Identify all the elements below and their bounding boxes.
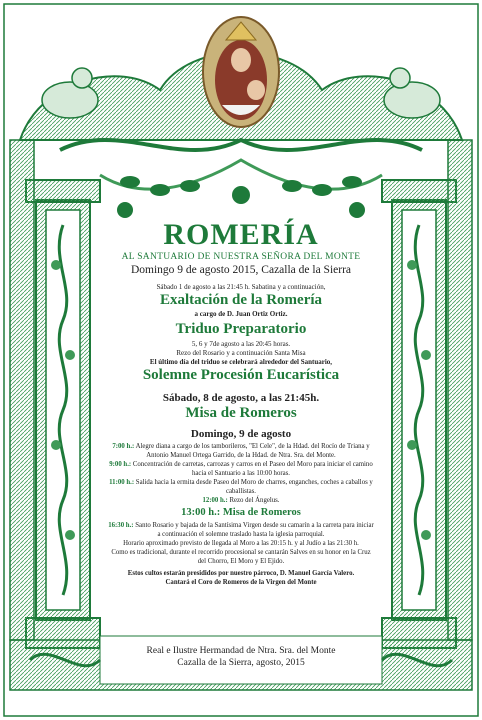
schedule-time: 7:00 h.: [112, 443, 135, 450]
schedule-item [108, 442, 374, 460]
exaltacion-heading: Exaltación de la Romería [159, 292, 323, 308]
domingo-heading: Domingo, 9 de agosto [190, 428, 292, 440]
domingo-schedule [108, 442, 374, 587]
misa-romeros-heading: 13:00 h.: Misa de Romeros [181, 507, 301, 518]
schedule-item [108, 521, 374, 539]
exaltacion-intro: Sábado 1 de agosto a las 21:45 h. Sabatina y a continuación, [156, 283, 326, 291]
schedule-time: 11:00 h.: [109, 479, 135, 486]
virgin-image [203, 17, 279, 127]
sabado-heading: Misa de Romeros [185, 405, 297, 421]
exaltacion-by: a cargo de D. Juan Ortiz Ortiz. [194, 310, 288, 318]
schedule-time: 9:00 h.: [109, 461, 132, 468]
date-line: Domingo 9 de agosto 2015, Cazalla de la Sierra [130, 264, 352, 276]
schedule-time: 16:30 h.: [108, 522, 134, 529]
horario-line: Horario aproximado previsto de llegada al Moro a las 20:15 h. y al Judío a las 21:30 h. [123, 540, 359, 547]
schedule-item [108, 460, 374, 478]
presididos-line: Estos cultos estarán presididos por nuestro párroco, D. Manuel García Valero. [127, 570, 355, 577]
footer-hermandad: Real e Ilustre Hermandad de Ntra. Sra. del Monte [146, 646, 336, 656]
schedule-text: Rezo del Ángelus. [229, 497, 280, 504]
sabado-line: Sábado, 8 de agosto, a las 21:45h. [162, 392, 320, 404]
schedule-item [108, 496, 374, 505]
schedule-text: Santo Rosario y bajada de la Santísima Virgen desde su camarín a la carreta para iniciar a continuación el solemne traslado hasta la iglesia parroquial. [135, 522, 374, 538]
schedule-time: 12:00 h.: [202, 497, 228, 504]
schedule-text: Concentración de carretas, carrozas y carros en el Paseo del Moro para iniciar el camino hacia el Santuario a las 10:00 horas. [132, 461, 373, 477]
page-title: ROMERÍA [163, 218, 319, 251]
coro-line: Cantará el Coro de Romeros de la Virgen del Monte [165, 579, 317, 586]
triduo-line1: 5, 6 y 7de agosto a las 20:45 horas. [191, 340, 291, 348]
triduo-line3: El último día del triduo se celebrará alrededor del Santuario, [149, 358, 333, 366]
footer-place-date: Cazalla de la Sierra, agosto, 2015 [177, 658, 305, 668]
tradicion-line: Como es tradicional, durante el recorrido procesional se cantarán Salves en su honor en la Cruz del Chorro, El Moro y El Ejido. [111, 549, 371, 565]
schedule-item [108, 478, 374, 496]
subtitle: AL SANTUARIO DE NUESTRA SEÑORA DEL MONTE [121, 252, 361, 262]
triduo-line2: Rezo del Rosario y a continuación Santa Misa [176, 349, 306, 357]
triduo-heading: Triduo Preparatorio [175, 321, 307, 337]
schedule-text: Alegre diana a cargo de los tamborileros, "El Cele", de la Hdad. del Rocío de Triana y Antonio Manuel Ortega Garrido, de la Hdad. de Ntra. Sra. del Monte. [135, 443, 370, 459]
procesion-heading: Solemne Procesión Eucarística [142, 367, 340, 383]
schedule-text: Salida hacia la ermita desde Paseo del Moro de charres, enganches, coches a caballos y caballistas. [135, 479, 373, 495]
